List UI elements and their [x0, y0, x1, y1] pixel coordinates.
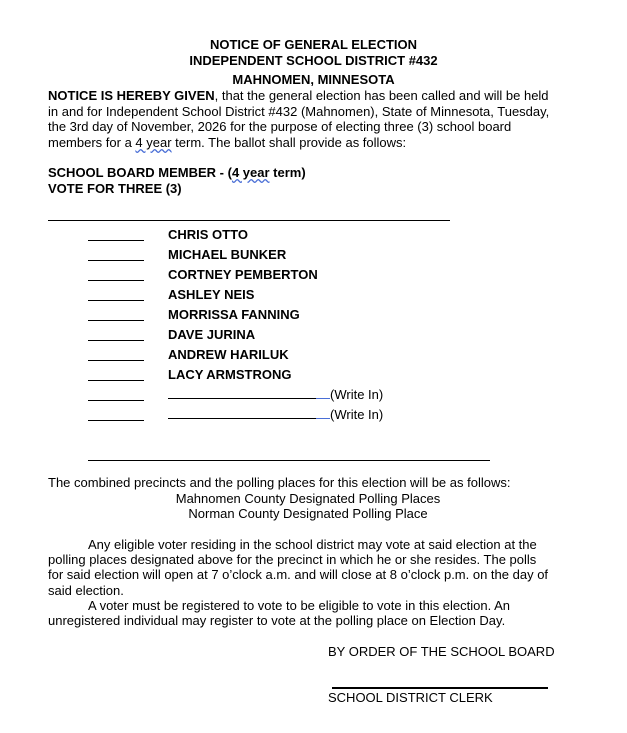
polling-intro: The combined precincts and the polling places for this election will be as follows:	[48, 475, 511, 490]
office-pre: SCHOOL BOARD MEMBER - (	[48, 165, 232, 180]
candidate-name: MORRISSA FANNING	[168, 307, 300, 322]
write-in-row	[168, 387, 383, 402]
notice-line-4-post: term. The ballot shall provide as follows:	[171, 135, 407, 150]
notice-line-4	[48, 135, 406, 150]
vote-blank	[88, 300, 144, 301]
vote-blank	[88, 320, 144, 321]
vote-blank	[88, 360, 144, 361]
candidate-name: CHRIS OTTO	[168, 227, 248, 242]
write-in-line-tail	[316, 387, 330, 399]
body-p2-line-1: A voter must be registered to vote to be eligible to vote in this election. An	[88, 598, 511, 613]
ballot-top-rule	[48, 220, 450, 221]
vote-blank	[88, 420, 144, 421]
candidate-name: DAVE JURINA	[168, 327, 256, 342]
office-post: term)	[269, 165, 306, 180]
notice-line-3: the 3rd day of November, 2026 for the purpose of electing three (3) school board	[48, 119, 512, 134]
clerk-title: SCHOOL DISTRICT CLERK	[328, 690, 493, 705]
title-line-3: MAHNOMEN, MINNESOTA	[232, 72, 395, 87]
body-p1-line-1: Any eligible voter residing in the school district may vote at said election at the	[88, 537, 537, 552]
body-p2-line-2: unregistered individual may register to vote at the polling place on Election Day.	[48, 613, 506, 628]
office-heading	[48, 165, 306, 180]
office-term: 4 year	[231, 165, 270, 180]
signature-line	[332, 687, 548, 689]
body-p1-line-4: said election.	[48, 583, 124, 598]
vote-blank	[88, 240, 144, 241]
body-p1-line-3: for said election will open at 7 o’clock a.m. and will close at 8 o’clock p.m. on the day of	[48, 567, 549, 582]
write-in-line	[168, 387, 316, 399]
candidate-name: CORTNEY PEMBERTON	[168, 267, 318, 282]
polling-place-1: Mahnomen County Designated Polling Places	[175, 491, 441, 506]
write-in-line-tail	[316, 407, 330, 419]
vote-blank	[88, 400, 144, 401]
title-line-2: INDEPENDENT SCHOOL DISTRICT #432	[189, 53, 438, 68]
vote-blank	[88, 380, 144, 381]
notice-line-1	[48, 88, 549, 103]
vote-blank	[88, 260, 144, 261]
notice-term: 4 year	[135, 135, 172, 150]
write-in-row	[168, 407, 383, 422]
title-line-1: NOTICE OF GENERAL ELECTION	[209, 37, 418, 52]
write-in-label: (Write In)	[330, 387, 384, 402]
notice-line-1-rest: , that the general election has been called and will be held	[214, 88, 549, 103]
candidate-name: ANDREW HARILUK	[168, 347, 289, 362]
vote-for-label: VOTE FOR THREE (3)	[48, 181, 182, 196]
body-p1-line-2: polling places designated above for the precinct in which he or she resides. The polls	[48, 552, 537, 567]
write-in-line	[168, 407, 316, 419]
write-in-label: (Write In)	[330, 407, 384, 422]
candidate-name: ASHLEY NEIS	[168, 287, 255, 302]
candidate-name: MICHAEL BUNKER	[168, 247, 287, 262]
by-order-text: BY ORDER OF THE SCHOOL BOARD	[328, 644, 555, 659]
vote-blank	[88, 340, 144, 341]
vote-blank	[88, 280, 144, 281]
candidate-name: LACY ARMSTRONG	[168, 367, 292, 382]
notice-lead: NOTICE IS HEREBY GIVEN	[48, 88, 215, 103]
ballot-bottom-rule	[88, 460, 490, 461]
notice-line-2: in and for Independent School District #432 (Mahnomen), State of Minnesota, Tuesday,	[48, 104, 550, 119]
notice-line-4-pre: members for a	[48, 135, 136, 150]
polling-place-2: Norman County Designated Polling Place	[188, 506, 428, 521]
